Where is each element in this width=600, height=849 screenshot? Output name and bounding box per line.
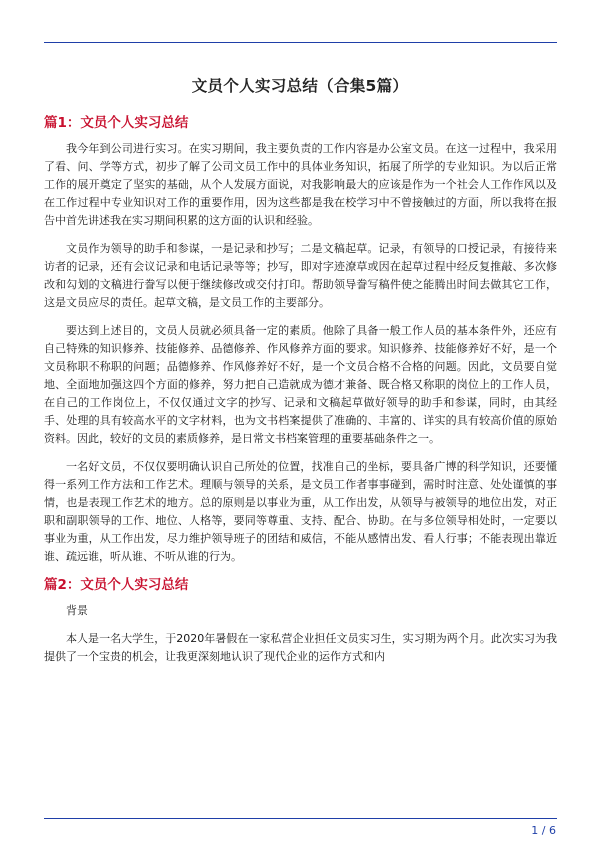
document-body xyxy=(44,114,557,676)
paragraph: 要达到上述目的，文员人员就必须具备一定的素质。他除了具备一般工作人员的基本条件外，还应有自己特殊的知识修养、技能修养、品德修养、作风修养方面的要求。知识修养、技能修养好不好，是一个文员称职不称职的问题；品德修养、作风修养好不好，是一个文员合格不合格的问题。因此，文员要自觉地、全面地加强这四个方面的修养，努力把自己造就成为德才兼备、既合格又称职的岗位上的工作人员，在自己的工作岗位上，不仅仅通过文字的抄写、记录和文稿起草做好领导的助手和参谋，同时，由其经手、处理的具有较高水平的文字材料，也为文书档案提供了准确的、丰富的、详实的具有较高价值的原始资料。因此，较好的文员的素质修养，是日常文书档案管理的重要基础条件之一。 xyxy=(44,324,557,445)
paragraph: 文员作为领导的助手和参谋，一是记录和抄写；二是文稿起草。记录，有领导的口授记录，有接待来访者的记录，还有会议记录和电话记录等等；抄写，即对字迹潦草或因在起草过程中经反复推敲、多次修改和勾划的文稿进行誊写以便于继续修改或交付打印。帮助领导誊写稿件使之能腾出时间去做其它工作，这是文员应尽的责任。起草文稿，是文员工作的主要部分。 xyxy=(44,242,557,309)
paragraph: 我今年到公司进行实习。在实习期间，我主要负责的工作内容是办公室文员。在这一过程中，我采用了看、问、学等方式，初步了解了公司文员工作中的具体业务知识，拓展了所学的专业知识。为以后正常工作的展开奠定了坚实的基础，从个人发展方面说，对我影响最大的应该是作为一个社会人工作作风以及在工作过程中专业知识对工作的重要作用，因为这些都是我在校学习中不曾接触过的方面，所以我将在报告中首先讲述我在实习期间积累的这方面的认识和经验。 xyxy=(44,142,557,227)
document-title: 文员个人实习总结（合集5篇） xyxy=(191,77,409,95)
page-number: 1 / 6 xyxy=(531,824,556,837)
section-heading-2: 篇2：文员个人实习总结 xyxy=(44,577,189,593)
footer-rule xyxy=(44,818,557,819)
header-rule xyxy=(44,42,557,43)
paragraph: 本人是一名大学生，于2020年暑假在一家私营企业担任文员实习生，实习期为两个月。此次实习为我提供了一个宝贵的机会，让我更深刻地认识了现代企业的运作方式和内 xyxy=(44,632,557,663)
section-heading-1: 篇1：文员个人实习总结 xyxy=(44,115,189,131)
subheading: 背景 xyxy=(66,604,88,617)
paragraph: 一名好文员，不仅仅要明确认识自己所处的位置，找准自己的坐标，要具备广博的科学知识，还要懂得一系列工作方法和工作艺术。理顺与领导的关系，是文员工作者事事碰到，需时时注意、处处谨慎的事情，也是表现工作艺术的地方。总的原则是以事业为重，从工作出发，从领导与被领导的地位出发，对正职和副职领导的工作、地位、人格等，要同等尊重、支持、配合、协助。在与多位领导相处时，一定要以事业为重，从工作出发，尽力维护领导班子的团结和威信，不能从感情出发、看人行事；不能表现出靠近谁、疏远谁，听从谁、不听从谁的行为。 xyxy=(44,460,557,563)
